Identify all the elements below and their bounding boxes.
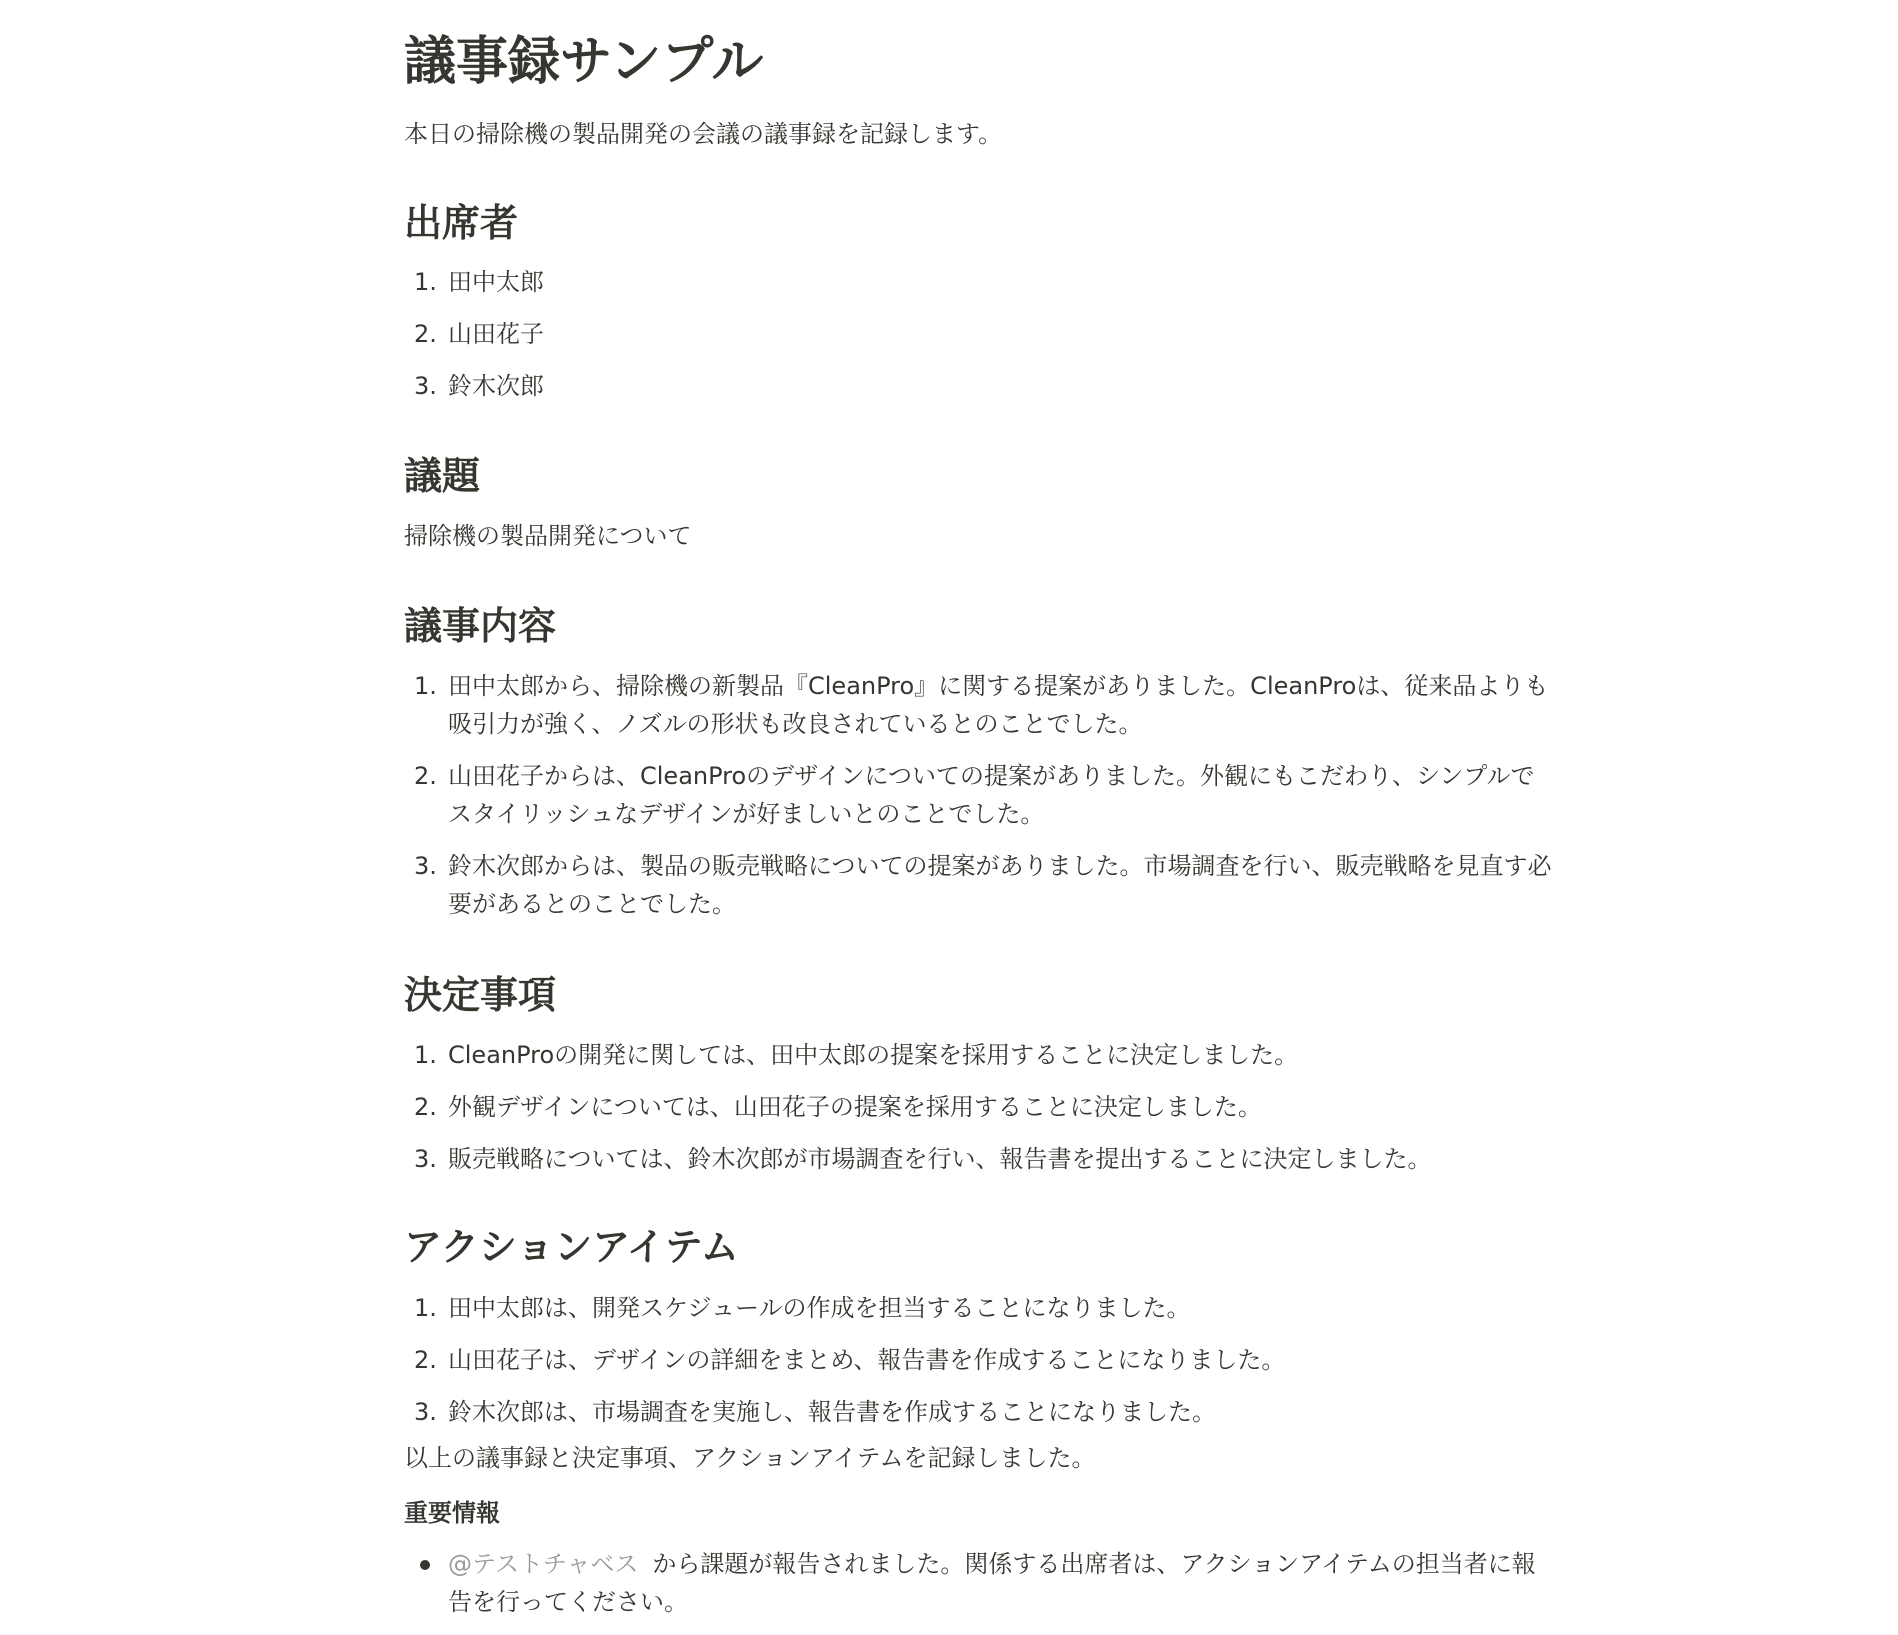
- actions-list: [404, 1289, 1554, 1445]
- list-item-text: 鈴木次郎: [448, 372, 544, 400]
- list-number: 1.: [414, 268, 437, 296]
- list-number: 1.: [414, 672, 437, 700]
- list-number: 1.: [414, 1294, 437, 1322]
- list-item: [404, 667, 1554, 743]
- list-item: [404, 263, 1554, 301]
- list-item: [404, 847, 1554, 923]
- attendees-list: [404, 263, 1554, 419]
- list-item: [404, 1341, 1554, 1379]
- agenda-heading: 議題: [404, 454, 481, 498]
- list-number: 3.: [414, 1398, 437, 1426]
- minutes-list: [404, 667, 1554, 937]
- intro-paragraph: 本日の掃除機の製品開発の会議の議事録を記録します。: [404, 120, 1003, 148]
- list-item: [404, 367, 1554, 405]
- list-number: 3.: [414, 852, 437, 880]
- list-number: 2.: [414, 1093, 437, 1121]
- list-item-text: 山田花子は、デザインの詳細をまとめ、報告書を作成することになりました。: [448, 1346, 1286, 1374]
- closing-paragraph: 以上の議事録と決定事項、アクションアイテムを記録しました。: [404, 1444, 1096, 1472]
- list-item-text: 鈴木次郎は、市場調査を実施し、報告書を作成することになりました。: [448, 1398, 1216, 1426]
- list-item: [404, 1140, 1554, 1178]
- list-number: 2.: [414, 320, 437, 348]
- list-item: [404, 1088, 1554, 1126]
- important-list: [404, 1545, 1554, 1635]
- minutes-heading: 議事内容: [404, 604, 557, 648]
- list-item-text: CleanProの開発に関しては、田中太郎の提案を採用することに決定しました。: [448, 1041, 1299, 1069]
- page-title: 議事録サンプル: [404, 32, 764, 92]
- attendees-heading: 出席者: [404, 201, 519, 245]
- list-item-text: 山田花子からは、CleanProのデザインについての提案がありました。外観にもこだわり、シンプルでスタイリッシュなデザインが好ましいとのことでした。: [448, 762, 1535, 828]
- list-item: [404, 1036, 1554, 1074]
- list-item: [404, 315, 1554, 353]
- user-mention[interactable]: @テストチャベス: [448, 1550, 639, 1578]
- list-item-text: 山田花子: [448, 320, 544, 348]
- bullet-dot: [420, 1560, 430, 1570]
- list-item-text: 田中太郎から、掃除機の新製品『CleanPro』に関する提案がありました。CleanProは、従来品よりも吸引力が強く、ノズルの形状も改良されているとのことでした。: [448, 672, 1549, 738]
- list-number: 1.: [414, 1041, 437, 1069]
- list-item: [404, 757, 1554, 833]
- list-number: 3.: [414, 1145, 437, 1173]
- list-item-text: 田中太郎: [448, 268, 544, 296]
- list-item: [404, 1393, 1554, 1431]
- list-number: 2.: [414, 1346, 437, 1374]
- list-item-text: 田中太郎は、開発スケジュールの作成を担当することになりました。: [448, 1294, 1191, 1322]
- list-item: [404, 1289, 1554, 1327]
- list-item-text: 鈴木次郎からは、製品の販売戦略についての提案がありました。市場調査を行い、販売戦略を見直す必要があるとのことでした。: [448, 852, 1552, 918]
- decisions-heading: 決定事項: [404, 973, 557, 1017]
- list-item: [404, 1545, 1554, 1621]
- decisions-list: [404, 1036, 1554, 1192]
- actions-heading: アクションアイテム: [404, 1225, 739, 1269]
- agenda-text: 掃除機の製品開発について: [404, 522, 692, 550]
- list-number: 2.: [414, 762, 437, 790]
- list-number: 3.: [414, 372, 437, 400]
- list-item-text: 外観デザインについては、山田花子の提案を採用することに決定しました。: [448, 1093, 1262, 1121]
- list-item-text: から課題が報告されました。関係する出席者は、アクションアイテムの担当者に報告を行ってください。: [448, 1550, 1536, 1616]
- list-item-text: 販売戦略については、鈴木次郎が市場調査を行い、報告書を提出することに決定しました。: [448, 1145, 1432, 1173]
- important-label: 重要情報: [404, 1499, 500, 1527]
